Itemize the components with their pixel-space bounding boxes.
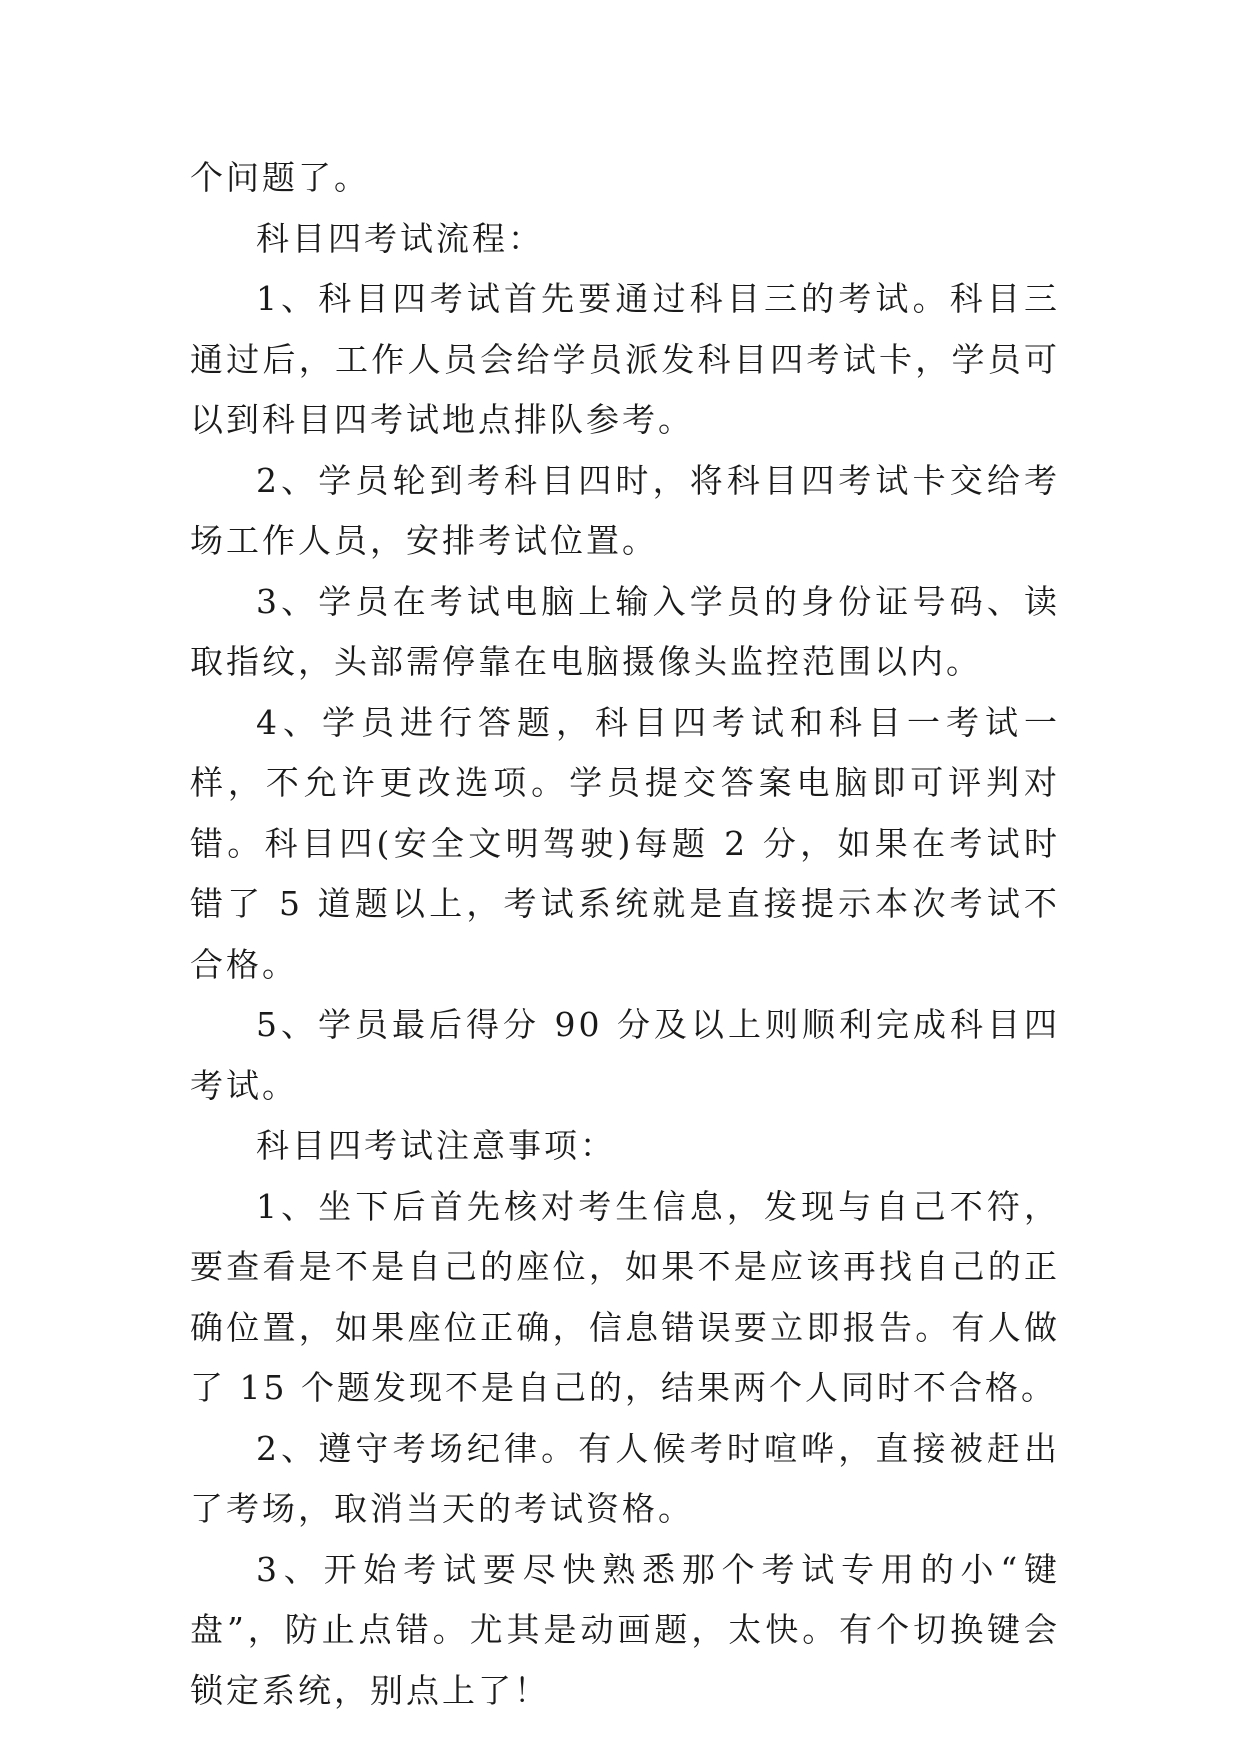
heading-exam-process: 科目四考试流程： xyxy=(256,218,544,258)
paragraph-process-step-2: 2、学员轮到考科目四时，将科目四考试卡交给考场工作人员，安排考试位置。 xyxy=(190,460,1060,560)
paragraph-process-step-1: 1、科目四考试首先要通过科目三的考试。科目三通过后，工作人员会给学员派发科目四考试卡，学员可以到科目四考试地点排队参考。 xyxy=(190,279,1060,439)
paragraph-note-3: 3、开始考试要尽快熟悉那个考试专用的小“键盘”，防止点错。尤其是动画题，太快。有个切换键会锁定系统，别点上了！ xyxy=(190,1549,1060,1710)
paragraph-note-2: 2、遵守考场纪律。有人候考时喧哗，直接被赶出了考场，取消当天的考试资格。 xyxy=(190,1428,1060,1528)
paragraph-continuation: 个问题了。 xyxy=(190,158,370,197)
heading-exam-notes: 科目四考试注意事项： xyxy=(256,1126,616,1165)
paragraph-process-step-3: 3、学员在考试电脑上输入学员的身份证号码、读取指纹，头部需停靠在电脑摄像头监控范围以内。 xyxy=(190,581,1060,681)
paragraph-process-step-5: 5、学员最后得分 90 分及以上则顺利完成科目四考试。 xyxy=(190,1005,1060,1105)
paragraph-note-1: 1、坐下后首先核对考生信息，发现与自己不符，要查看是不是自己的座位，如果不是应该再找自己的正确位置，如果座位正确，信息错误要立即报告。有人做了 15 个题发现不是自己的，结果两个人同时不合格。 xyxy=(190,1186,1060,1407)
paragraph-process-step-4: 4、学员进行答题，科目四考试和科目一考试一样，不允许更改选项。学员提交答案电脑即可评判对错。科目四(安全文明驾驶)每题 2 分，如果在考试时错了 5 道题以上，考试系统就是直接提示本次考试不合格。 xyxy=(190,702,1060,984)
document-body xyxy=(190,148,1060,1721)
